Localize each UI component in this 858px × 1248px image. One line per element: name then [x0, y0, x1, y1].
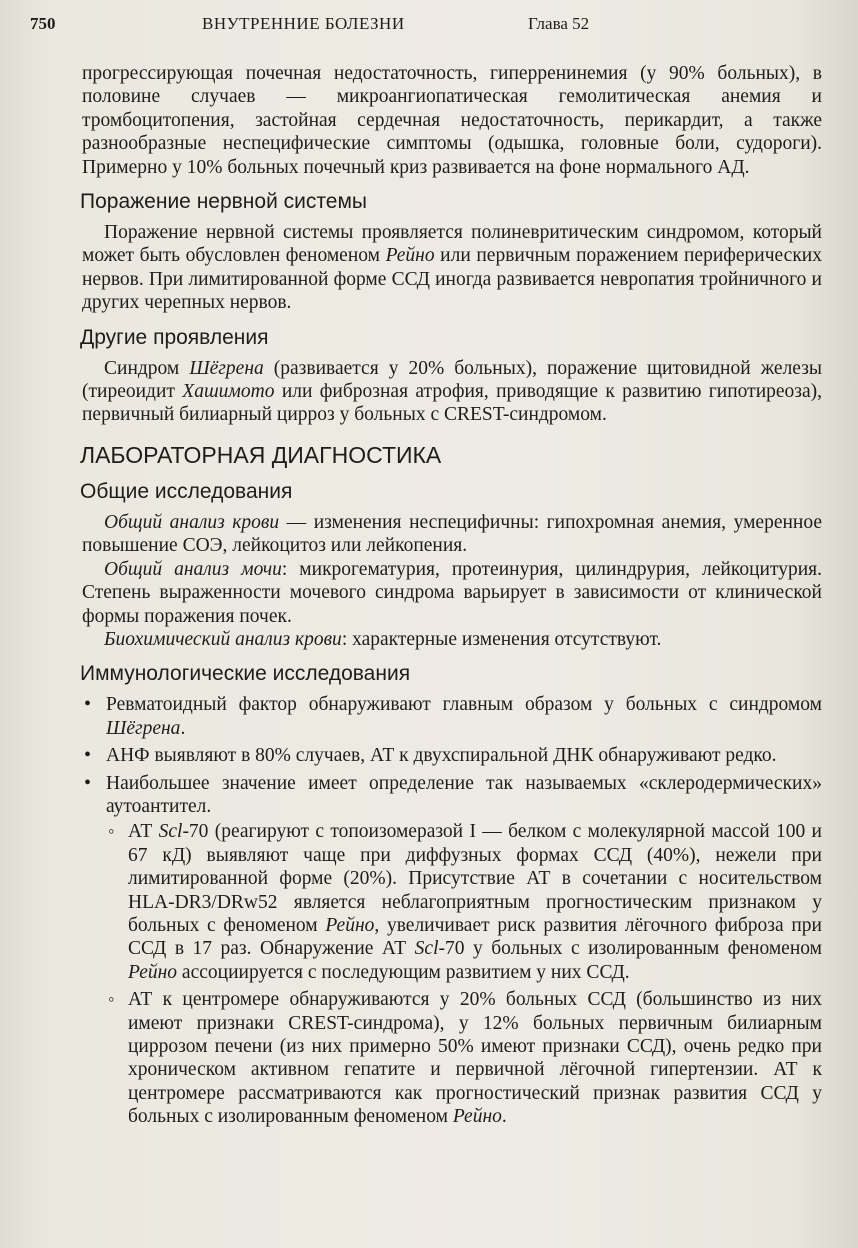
list-item: • Наибольшее значение имеет определение так называемых «склеродермических» аутоантител. ◦ АТ Scl-70 (реагируют с топоизомеразой I — белком с молекулярной массой 100 и 67 кД) выявляют чаще при диффузных формах ССД (40%), нежели при лимитированной форме (20%). Присутствие АТ в сочетании с носительством HLA-DR3/DRw52 является неблагоприятным прогностическим признаком у больных с феноменом Рейно, увеличивает риск развития лёгочного фиброза при ССД в 17 раз. Обнаружение АТ Scl-70 у больных с изолированным феноменом Рейно ассоциируется с последующим развитием у них ССД. ◦ АТ к центромере обнаруживаются у 20% больных ССД (большинство из них имеют признаки CREST-синдрома), у 12% больных первичным билиарным циррозом печени (из них примерно 50% имеют признаки ССД), очень редко при хроническом активном гепатите и первичной лёгочной гипертензии. АТ к центромере рассматриваются как прогностический признак развития ССД у больных с изолированным феноменом Рейно.	[82, 772, 822, 1129]
urine-analysis-paragraph: Общий анализ мочи: микрогематурия, протеинурия, цилиндрурия, лейкоцитурия. Степень выраженности мочевого синдрома варьирует в зависимости от клинической формы поражения почек.	[82, 558, 822, 627]
section-heading-other: Другие проявления	[80, 325, 269, 349]
immuno-list	[82, 693, 822, 1128]
chapter-section-heading: ЛАБОРАТОРНАЯ ДИАГНОСТИКА	[80, 441, 442, 468]
sub-list-item: ◦ АТ к центромере обнаруживаются у 20% больных ССД (большинство из них имеют признаки CREST-синдрома), у 12% больных первичным билиарным циррозом печени (из них примерно 50% имеют признаки ССД), очень редко при хроническом активном гепатите и первичной лёгочной гипертензии. АТ к центромере рассматриваются как прогностический признак развития ССД у больных с изолированным феноменом Рейно.	[106, 988, 822, 1128]
other-paragraph: Синдром Шёгрена (развивается у 20% больных), поражение щитовидной железы (тиреоидит Хашимото или фиброзная атрофия, приводящие к развитию гипотиреоза), первичный билиарный цирроз у больных с CREST-синдромом.	[82, 357, 823, 426]
section-heading-general: Общие исследования	[80, 479, 293, 503]
nervous-paragraph: Поражение нервной системы проявляется полиневритическим синдромом, который может быть обусловлен феноменом Рейно или первичным поражением периферических нервов. При лимитированной форме ССД иногда развивается невропатия тройничного и других черепных нервов.	[82, 222, 822, 314]
sub-list	[106, 820, 822, 1128]
list-item: • АНФ выявляют в 80% случаев, АТ к двухспиральной ДНК обнаруживают редко.	[82, 744, 822, 767]
chapter-label: Глава 52	[528, 14, 590, 33]
sub-list-item: ◦ АТ Scl-70 (реагируют с топоизомеразой I — белком с молекулярной массой 100 и 67 кД) выявляют чаще при диффузных формах ССД (40%), нежели при лимитированной форме (20%). Присутствие АТ в сочетании с носительством HLA-DR3/DRw52 является неблагоприятным прогностическим признаком у больных с феноменом Рейно, увеличивает риск развития лёгочного фиброза при ССД в 17 раз. Обнаружение АТ Scl-70 у больных с изолированным феноменом Рейно ассоциируется с последующим развитием у них ССД.	[106, 820, 822, 984]
list-item: • Ревматоидный фактор обнаруживают главным образом у больных с синдромом Шёгрена.	[82, 693, 822, 740]
page-header	[30, 14, 818, 38]
book-title: ВНУТРЕННИЕ БОЛЕЗНИ	[202, 14, 405, 33]
section-heading-nervous: Поражение нервной системы	[80, 190, 367, 214]
page-number: 750	[30, 14, 56, 33]
intro-paragraph: прогрессирующая почечная недостаточность, гиперренинемия (у 90% больных), в половине случаев — микроангиопатическая гемолитическая анемия и тромбоцитопения, застойная сердечная недостаточность, перикардит, а также разнообразные неспецифические симптомы (одышка, головные боли, судороги). Примерно у 10% больных почечный криз развивается на фоне нормального АД.	[82, 63, 822, 178]
page-body	[82, 62, 822, 1133]
biochem-paragraph: Биохимический анализ крови: характерные изменения отсутствуют.	[104, 628, 662, 650]
section-heading-immuno: Иммунологические исследования	[80, 662, 411, 686]
blood-analysis-paragraph: Общий анализ крови — изменения неспецифичны: гипохромная анемия, умеренное повышение СОЭ, лейкоцитоз или лейкопения.	[82, 511, 822, 557]
